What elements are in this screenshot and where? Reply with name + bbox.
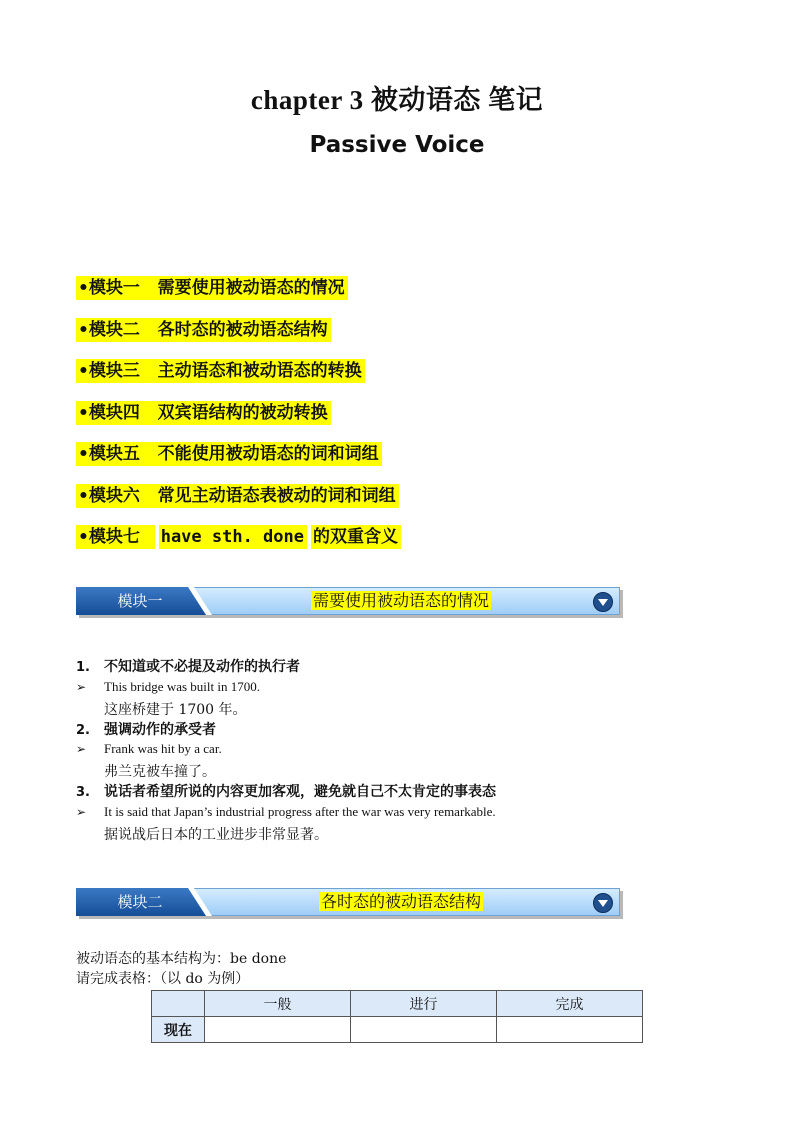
section-tab-label: 模块一 [117, 592, 163, 610]
chevron-down-icon[interactable] [593, 592, 613, 612]
toc-item [76, 525, 401, 549]
paragraph: 被动语态的基本结构为：be done [76, 951, 287, 967]
table-cell[interactable] [497, 1017, 643, 1043]
page-title: chapter 3 被动语态 笔记 [250, 85, 544, 115]
toc-item-label-post: 的双重含义 [311, 525, 401, 549]
table-header-row [152, 991, 643, 1017]
section-title: 各时态的被动语态结构 [320, 892, 481, 911]
table-row-label: 现在 [152, 1017, 205, 1043]
toc-item [76, 318, 401, 342]
section-banner-2 [76, 888, 620, 916]
toc-item-label: •模块三 主动语态和被动语态的转换 [76, 359, 365, 383]
list-item: 1. 不知道或不必提及动作的执行者 [76, 659, 300, 675]
list-item: 3. 说话者希望所说的内容更加客观，避免就自己不太肯定的事表态 [76, 784, 496, 800]
table-header-cell: 进行 [351, 991, 497, 1017]
table-header-cell: 一般 [205, 991, 351, 1017]
example-sentence: ➢ This bridge was built in 1700. [76, 679, 260, 694]
toc-item [76, 276, 401, 300]
toc-item [76, 359, 401, 383]
toc-item [76, 401, 401, 425]
toc-item [76, 442, 401, 466]
section-banner-1 [76, 587, 620, 615]
section-tab-label: 模块二 [117, 893, 163, 911]
translation: 弗兰克被车撞了。 [104, 764, 216, 780]
page-subtitle: Passive Voice [309, 132, 485, 158]
section-title: 需要使用被动语态的情况 [312, 591, 489, 610]
paragraph: 请完成表格：（以 do 为例） [76, 971, 250, 987]
toc-item [76, 484, 401, 508]
arrow-icon: ➢ [76, 680, 87, 694]
table-cell[interactable] [351, 1017, 497, 1043]
toc-item-label: •模块一 需要使用被动语态的情况 [76, 276, 348, 300]
tense-table [151, 990, 643, 1043]
toc-item-label-pre: •模块七 [76, 525, 155, 549]
table-of-contents [76, 276, 401, 567]
table-header-cell: 完成 [497, 991, 643, 1017]
example-sentence: ➢ Frank was hit by a car. [76, 741, 222, 756]
arrow-icon: ➢ [76, 742, 87, 756]
toc-item-label: •模块四 双宾语结构的被动转换 [76, 401, 331, 425]
table-header-cell [152, 991, 205, 1017]
toc-item-code: have sth. done [159, 525, 307, 549]
toc-item-label: •模块五 不能使用被动语态的词和词组 [76, 442, 382, 466]
chevron-down-icon[interactable] [593, 893, 613, 913]
list-item: 2. 强调动作的承受者 [76, 722, 216, 738]
toc-item-label: •模块六 常见主动语态表被动的词和词组 [76, 484, 399, 508]
translation: 据说战后日本的工业进步非常显著。 [104, 827, 328, 843]
example-sentence: ➢ It is said that Japan’s industrial progress after the war was very remarkable. [76, 804, 496, 819]
table-row [152, 1017, 643, 1043]
translation: 这座桥建于 1700 年。 [104, 702, 247, 718]
toc-item-label: •模块二 各时态的被动语态结构 [76, 318, 331, 342]
arrow-icon: ➢ [76, 805, 87, 819]
table-cell[interactable] [205, 1017, 351, 1043]
